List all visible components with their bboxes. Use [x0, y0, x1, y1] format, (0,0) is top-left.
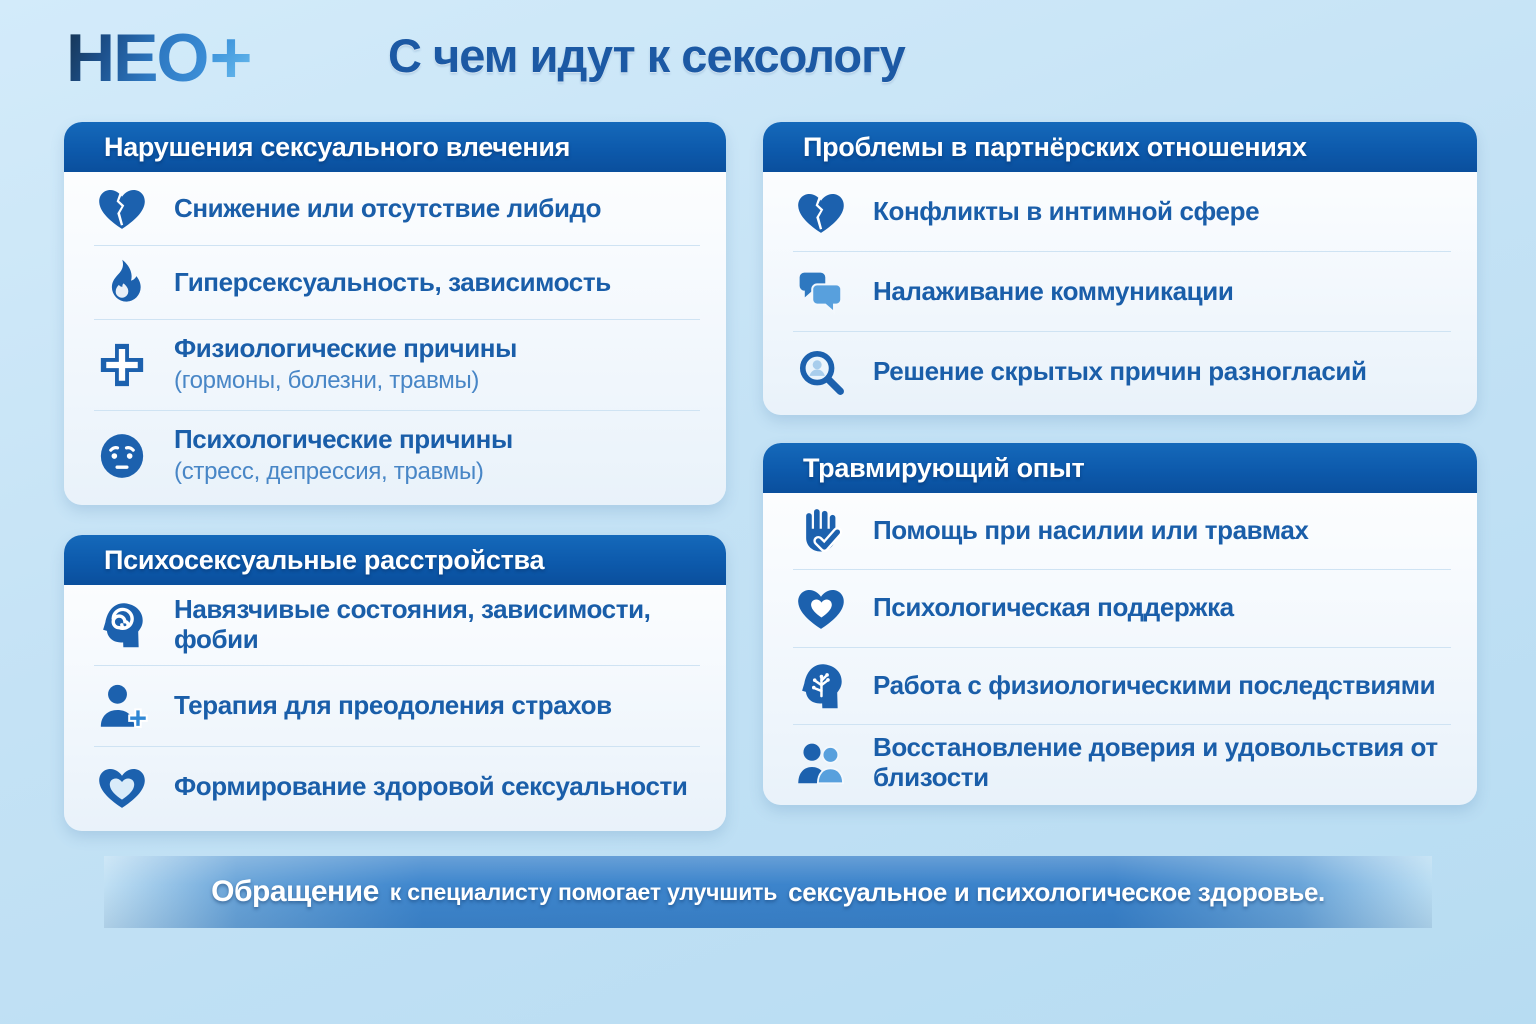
banner-emphasis: сексуальное и психологическое здоровье.	[788, 876, 1325, 907]
banner-lead: Обращение	[211, 875, 379, 908]
head-spiral-icon	[94, 597, 150, 653]
chat-bubbles-icon	[793, 264, 849, 320]
medical-cross-icon	[94, 337, 150, 393]
item-label: Снижение или отсутствие либидо	[174, 192, 602, 223]
item-sublabel: (стресс, депрессия, травмы)	[174, 458, 484, 486]
broken-heart-icon	[94, 180, 150, 236]
list-item	[793, 252, 1451, 332]
card-header: Травмирующий опыт	[763, 443, 1477, 493]
item-label: Восстановление доверия и удовольствия от близости	[873, 731, 1438, 792]
item-label: Гиперсексуальность, зависимость	[174, 266, 611, 297]
card-body	[64, 585, 726, 831]
logo-plus-icon: +	[209, 16, 251, 99]
list-item	[94, 246, 700, 320]
magnifier-person-icon	[793, 344, 849, 400]
card-body	[64, 172, 726, 505]
banner-middle: к специалисту помогает улучшить	[389, 878, 778, 905]
card-header: Нарушения сексуального влечения	[64, 122, 726, 172]
item-label: Работа с физиологическими последствиями	[873, 669, 1436, 700]
broken-heart-icon	[793, 184, 849, 240]
list-item	[94, 747, 700, 827]
item-label: Формирование здоровой сексуальности	[174, 771, 688, 802]
list-item	[94, 585, 700, 666]
person-plus-icon	[94, 678, 150, 734]
worried-face-icon	[94, 428, 150, 484]
bottom-banner	[104, 856, 1432, 928]
heart-in-heart-icon	[94, 759, 150, 815]
page-title: С чем идут к сексологу	[388, 29, 905, 82]
card-psychosexual-disorders	[64, 535, 726, 831]
item-label: Терапия для преодоления страхов	[174, 690, 612, 721]
card-header: Психосексуальные расстройства	[64, 535, 726, 585]
hand-check-icon	[793, 503, 849, 559]
card-header: Проблемы в партнёрских отношениях	[763, 122, 1477, 172]
list-item	[793, 725, 1451, 801]
list-item	[94, 666, 700, 747]
list-item	[793, 648, 1451, 725]
card-traumatic-experience	[763, 443, 1477, 805]
item-label: Налаживание коммуникации	[873, 275, 1234, 306]
heart-support-icon	[793, 580, 849, 636]
list-item	[793, 332, 1451, 411]
item-label: Психологические причины	[174, 424, 513, 455]
list-item	[94, 172, 700, 246]
head-tree-icon	[793, 658, 849, 714]
item-sublabel: (гормоны, болезни, травмы)	[174, 367, 480, 394]
card-desire-disorders	[64, 122, 726, 505]
item-label: Навязчивые состояния, зависимости, фобии	[174, 594, 651, 654]
card-partner-problems	[763, 122, 1477, 415]
list-item	[793, 493, 1451, 570]
logo-text: НЕО	[66, 20, 208, 96]
flame-icon	[94, 254, 150, 310]
list-item	[94, 411, 700, 501]
item-label: Физиологические причины	[174, 333, 517, 364]
card-body	[763, 172, 1477, 415]
item-label: Решение скрытых причин разногласий	[873, 355, 1367, 386]
card-body	[763, 493, 1477, 805]
item-label: Психологическая поддержка	[873, 592, 1234, 623]
list-item	[793, 172, 1451, 252]
list-item	[793, 570, 1451, 647]
list-item	[94, 320, 700, 411]
item-label: Помощь при насилии или травмах	[873, 515, 1309, 546]
neo-plus-logo	[66, 18, 251, 98]
item-label: Конфликты в интимной сфере	[873, 195, 1260, 226]
couple-icon	[793, 735, 849, 791]
